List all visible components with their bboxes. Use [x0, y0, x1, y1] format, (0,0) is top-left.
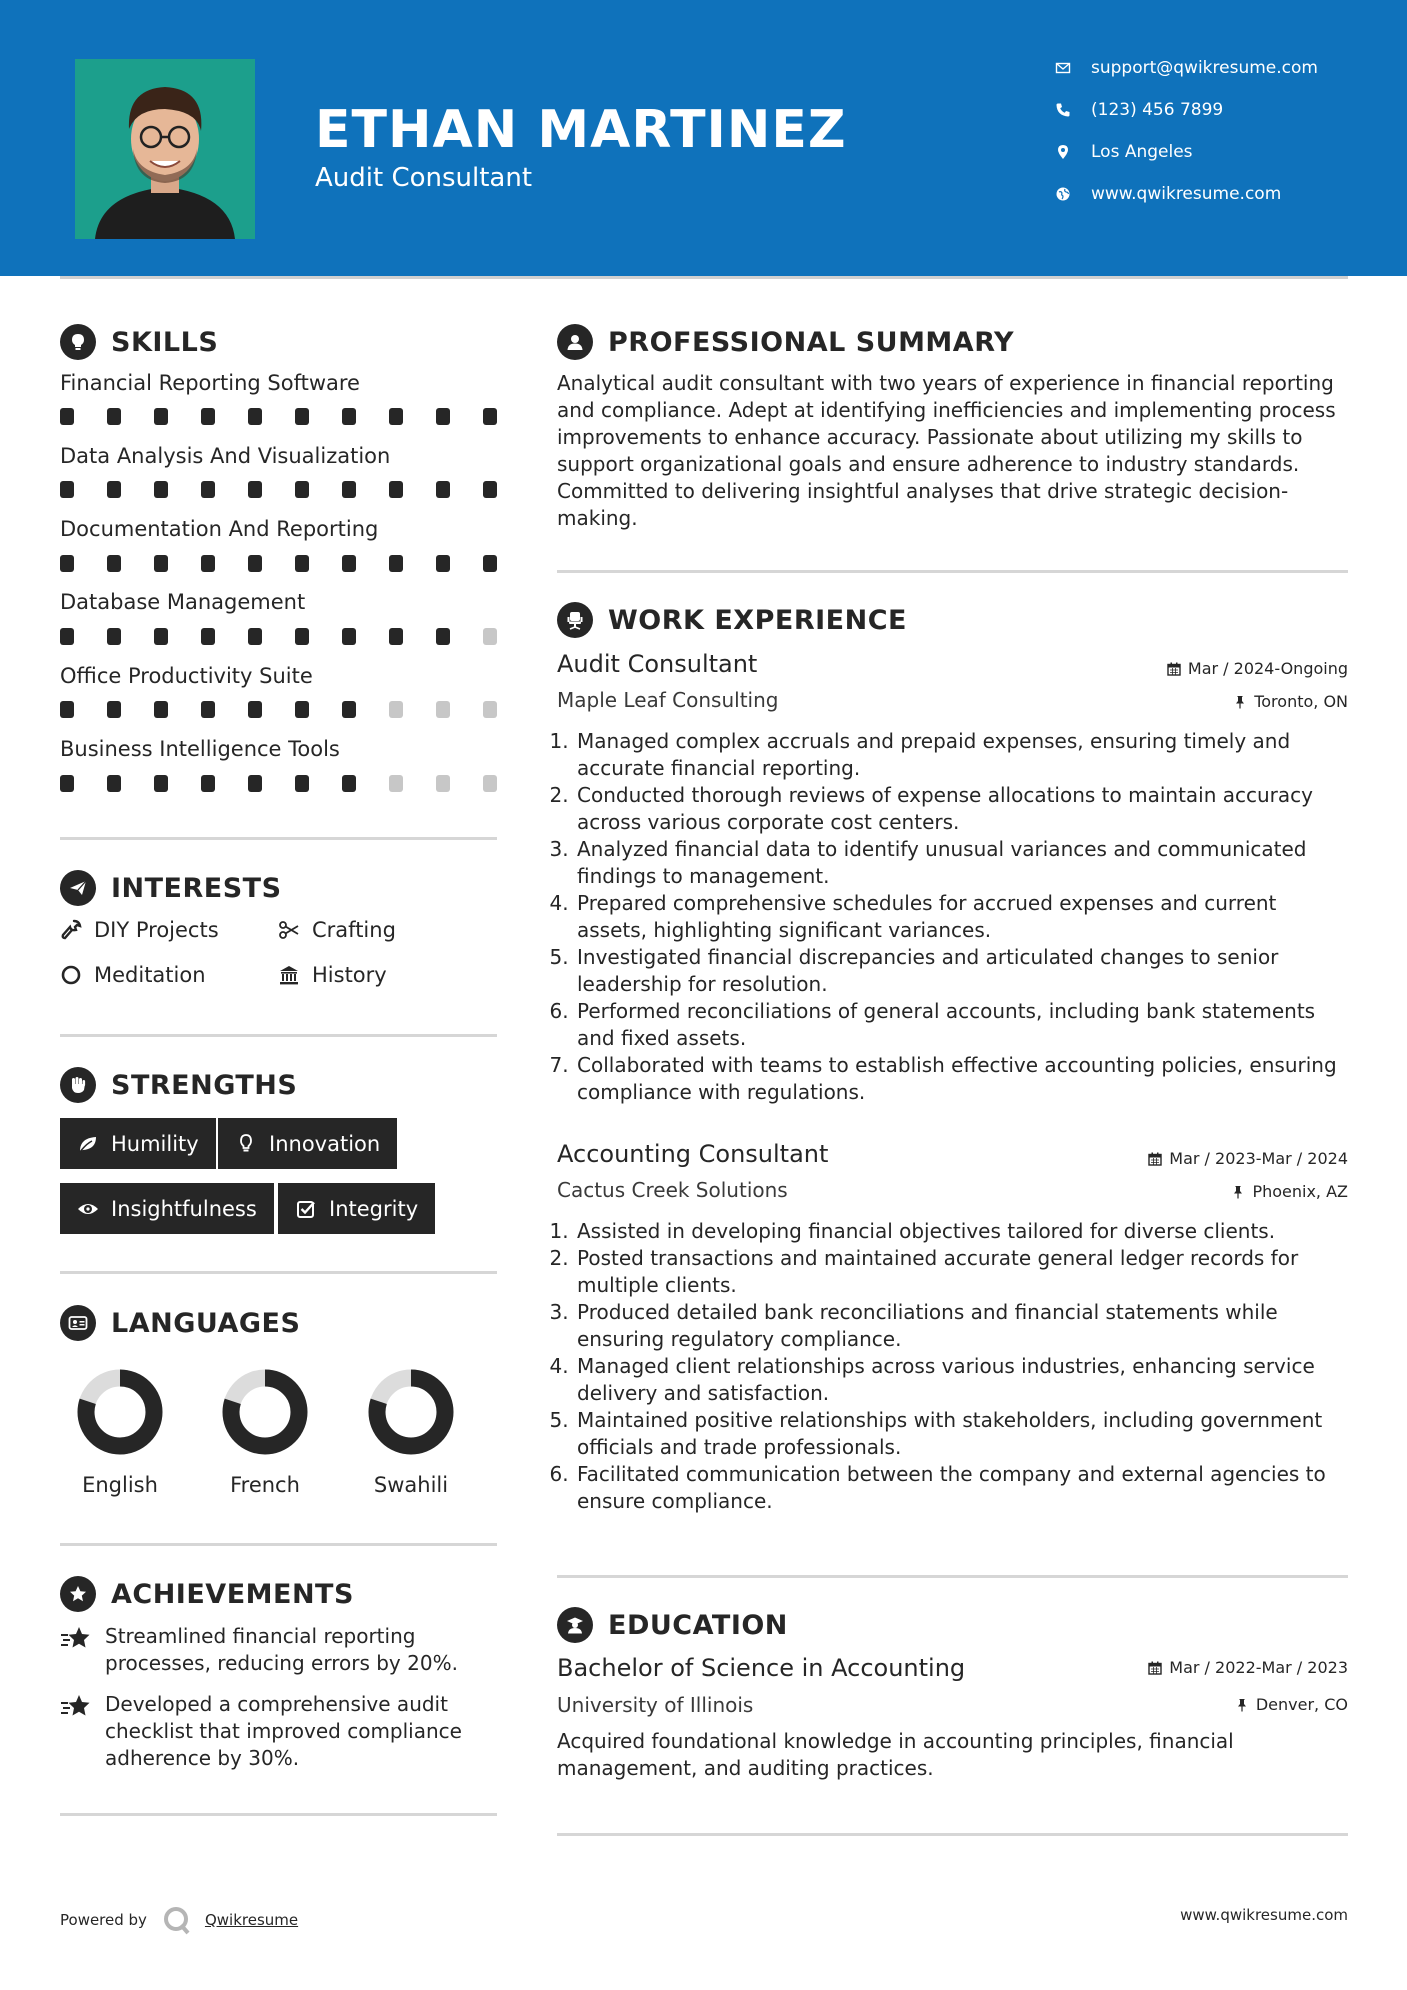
skill-dot-filled	[154, 628, 168, 645]
language-proficiency-donut	[221, 1368, 309, 1456]
contact-location-text: Los Angeles	[1091, 142, 1193, 162]
globe-icon	[1055, 186, 1071, 202]
skill-dot-filled	[436, 481, 450, 498]
skill-rating	[60, 408, 497, 425]
skill-dot-filled	[60, 628, 74, 645]
duty-item: 2. Conducted thorough reviews of expense allocations to maintain accuracy across various corporate cost centers.	[575, 782, 1352, 836]
experience-heading	[557, 602, 907, 638]
qwikresume-logo-icon	[161, 1904, 193, 1936]
skill-rating	[60, 701, 497, 718]
skill-dot-filled	[60, 481, 74, 498]
skill-dot-filled	[483, 408, 497, 425]
skill-dot-filled	[295, 481, 309, 498]
education-location-text: Denver, CO	[1255, 1695, 1348, 1714]
duty-item: 1. Assisted in developing financial objectives tailored for diverse clients.	[575, 1218, 1352, 1245]
education-description: Acquired foundational knowledge in accounting principles, financial management, and auditing practices.	[557, 1729, 1234, 1780]
interest-item	[60, 963, 206, 987]
skill-dot-empty	[483, 628, 497, 645]
strengths-title: STRENGTHS	[111, 1069, 298, 1101]
achievement-item	[60, 1691, 500, 1772]
skill-dot-filled	[248, 628, 262, 645]
interest-item	[60, 918, 219, 942]
skill-dot-filled	[389, 555, 403, 572]
skill-dot-filled	[295, 408, 309, 425]
languages-heading	[60, 1305, 300, 1341]
phone-icon	[1055, 102, 1071, 118]
skill-dot-empty	[436, 775, 450, 792]
duty-item: 1. Managed complex accruals and prepaid expenses, ensuring timely and accurate financial reporting.	[575, 728, 1352, 782]
skill-name: Financial Reporting Software	[60, 371, 360, 395]
skill-dot-filled	[248, 701, 262, 718]
job-title: Audit Consultant	[557, 650, 758, 678]
skill-dot-filled	[60, 701, 74, 718]
wrench-icon	[60, 919, 82, 941]
duty-item: 3. Analyzed financial data to identify unusual variances and communicated findings to management.	[575, 836, 1352, 890]
section-divider	[557, 1833, 1348, 1836]
duty-item: 7. Collaborated with teams to establish effective accounting policies, ensuring compliance with regulations.	[575, 1052, 1352, 1106]
skill-dot-filled	[248, 481, 262, 498]
fist-icon	[60, 1067, 96, 1103]
leaf-icon	[77, 1133, 99, 1155]
skill-dot-filled	[107, 775, 121, 792]
skill-dot-filled	[201, 408, 215, 425]
paper-plane-icon	[60, 870, 96, 906]
skill-dot-filled	[342, 775, 356, 792]
skill-rating	[60, 775, 497, 792]
skill-dot-filled	[389, 408, 403, 425]
achievement-text: Developed a comprehensive audit checklist that improved compliance adherence by 30%.	[105, 1692, 462, 1770]
skill-dot-filled	[60, 555, 74, 572]
contact-website-text: www.qwikresume.com	[1091, 184, 1282, 204]
skill-dot-filled	[154, 555, 168, 572]
skill-dot-filled	[201, 555, 215, 572]
job-duties-list	[557, 728, 1352, 1106]
company-name: Cactus Creek Solutions	[557, 1178, 788, 1202]
check-square-icon	[295, 1198, 317, 1220]
achievement-text: Streamlined financial reporting processes, reducing errors by 20%.	[105, 1624, 458, 1675]
strength-label: Insightfulness	[111, 1196, 257, 1221]
company-name: Maple Leaf Consulting	[557, 688, 779, 712]
skill-rating	[60, 481, 497, 498]
job-dates	[1167, 659, 1348, 678]
interest-item	[278, 918, 396, 942]
office-chair-icon	[557, 602, 593, 638]
job-location-text: Phoenix, AZ	[1252, 1182, 1348, 1201]
pushpin-icon	[1231, 1185, 1245, 1199]
brand-link[interactable]: Qwikresume	[204, 1911, 299, 1929]
id-card-icon	[60, 1305, 96, 1341]
skill-dot-filled	[483, 555, 497, 572]
skill-dot-filled	[107, 408, 121, 425]
achievements-title: ACHIEVEMENTS	[111, 1578, 354, 1610]
achievements-heading	[60, 1576, 354, 1612]
skill-dot-filled	[342, 628, 356, 645]
skill-rating	[60, 555, 497, 572]
contact-email[interactable]	[1055, 58, 1318, 78]
education-heading	[557, 1607, 788, 1643]
school-name: University of Illinois	[557, 1693, 754, 1717]
star-icon	[60, 1693, 92, 1721]
job-location	[1231, 1182, 1348, 1201]
skill-name: Business Intelligence Tools	[60, 737, 340, 761]
circle-icon	[60, 964, 82, 986]
skill-dot-filled	[248, 555, 262, 572]
candidate-title: Audit Consultant	[315, 163, 533, 193]
job-dates	[1148, 1149, 1348, 1168]
interest-label: DIY Projects	[94, 918, 219, 942]
skill-dot-filled	[295, 701, 309, 718]
bank-icon	[278, 964, 300, 986]
skill-dot-filled	[201, 775, 215, 792]
education-dates	[1148, 1658, 1348, 1677]
summary-title: PROFESSIONAL SUMMARY	[608, 326, 1015, 358]
duty-item: 2. Posted transactions and maintained accurate general ledger records for multiple clients.	[575, 1245, 1352, 1299]
job-location-text: Toronto, ON	[1254, 692, 1348, 711]
scissors-icon	[278, 919, 300, 941]
header-divider	[60, 276, 1348, 279]
contact-website[interactable]	[1055, 184, 1281, 204]
skill-name: Office Productivity Suite	[60, 664, 313, 688]
strength-tag	[278, 1183, 435, 1234]
contact-phone-text: (123) 456 7899	[1091, 100, 1224, 120]
lightbulb-icon	[235, 1133, 257, 1155]
skill-dot-filled	[295, 775, 309, 792]
user-icon	[557, 324, 593, 360]
strengths-heading	[60, 1067, 297, 1103]
star-badge-icon	[60, 1576, 96, 1612]
contact-email-text: support@qwikresume.com	[1091, 58, 1318, 78]
strength-label: Integrity	[329, 1196, 419, 1221]
skill-dot-filled	[107, 701, 121, 718]
calendar-icon	[1167, 662, 1181, 676]
job-duties-list	[557, 1218, 1352, 1515]
skill-dot-filled	[60, 775, 74, 792]
skill-dot-filled	[436, 628, 450, 645]
education-title: EDUCATION	[608, 1609, 788, 1641]
profile-photo	[75, 59, 255, 239]
job-dates-text: Mar / 2023-Mar / 2024	[1169, 1149, 1348, 1168]
skill-dot-filled	[60, 408, 74, 425]
skill-dot-filled	[107, 555, 121, 572]
skill-dot-filled	[248, 775, 262, 792]
map-pin-icon	[1055, 144, 1071, 160]
skill-dot-filled	[342, 481, 356, 498]
calendar-icon	[1148, 1152, 1162, 1166]
education-location	[1235, 1695, 1348, 1714]
skill-dot-filled	[154, 408, 168, 425]
skill-dot-filled	[483, 481, 497, 498]
envelope-icon	[1055, 60, 1071, 76]
duty-item: 3. Produced detailed bank reconciliations and financial statements while ensuring regulatory compliance.	[575, 1299, 1352, 1353]
section-divider	[557, 1575, 1348, 1578]
skill-dot-filled	[342, 408, 356, 425]
strength-label: Humility	[111, 1131, 199, 1156]
skill-dot-filled	[201, 481, 215, 498]
skill-name: Data Analysis And Visualization	[60, 444, 391, 468]
skill-dot-empty	[389, 701, 403, 718]
skill-dot-filled	[436, 555, 450, 572]
pushpin-icon	[1235, 1698, 1249, 1712]
job-dates-text: Mar / 2024-Ongoing	[1187, 659, 1348, 678]
skill-dot-filled	[107, 481, 121, 498]
interests-title: INTERESTS	[111, 872, 282, 904]
section-divider	[60, 1543, 497, 1546]
skill-rating	[60, 628, 497, 645]
education-dates-text: Mar / 2022-Mar / 2023	[1169, 1658, 1348, 1677]
skill-dot-empty	[483, 701, 497, 718]
graduate-icon	[557, 1607, 593, 1643]
contact-phone[interactable]	[1055, 100, 1223, 120]
language-proficiency-donut	[367, 1368, 455, 1456]
strength-tag	[60, 1118, 216, 1169]
skill-dot-empty	[389, 775, 403, 792]
section-divider	[60, 1034, 497, 1037]
duty-item: 5. Maintained positive relationships with stakeholders, including government officials and trade professionals.	[575, 1407, 1352, 1461]
star-icon	[60, 1625, 92, 1653]
powered-by-text: Powered by	[60, 1911, 147, 1929]
job-location	[1233, 692, 1348, 711]
section-divider	[557, 570, 1348, 573]
eye-icon	[77, 1198, 99, 1220]
language-name: English	[82, 1473, 158, 1497]
resume-header	[0, 0, 1407, 276]
strength-label: Innovation	[269, 1131, 381, 1156]
summary-heading	[557, 324, 1014, 360]
duty-item: 4. Managed client relationships across various industries, enhancing service delivery and satisfaction.	[575, 1353, 1352, 1407]
duty-item: 4. Prepared comprehensive schedules for accrued expenses and current assets, highlighting significant variances.	[575, 890, 1352, 944]
section-divider	[60, 837, 497, 840]
duty-item: 5. Investigated financial discrepancies and articulated changes to senior leadership for resolution.	[575, 944, 1352, 998]
calendar-icon	[1148, 1661, 1162, 1675]
skill-dot-filled	[154, 775, 168, 792]
language-name: Swahili	[373, 1473, 449, 1497]
duty-item: 6. Performed reconciliations of general accounts, including bank statements and fixed assets.	[575, 998, 1352, 1052]
language-proficiency-donut	[76, 1368, 164, 1456]
experience-title: WORK EXPERIENCE	[608, 604, 907, 636]
language-name: French	[230, 1473, 300, 1497]
skill-dot-filled	[295, 628, 309, 645]
skill-dot-filled	[389, 481, 403, 498]
interest-item	[278, 963, 387, 987]
pushpin-icon	[1233, 695, 1247, 709]
duty-item: 6. Facilitated communication between the company and external agencies to ensure compliance.	[575, 1461, 1352, 1515]
skills-heading	[60, 324, 218, 360]
interests-heading	[60, 870, 282, 906]
section-divider	[60, 1271, 497, 1274]
interest-label: History	[312, 963, 387, 987]
strength-tag	[60, 1183, 274, 1234]
skill-dot-filled	[201, 628, 215, 645]
skill-dot-filled	[389, 628, 403, 645]
skill-dot-filled	[436, 408, 450, 425]
footer-url-link[interactable]: www.qwikresume.com	[1180, 1906, 1348, 1924]
skill-dot-filled	[154, 481, 168, 498]
strength-tag	[218, 1118, 397, 1169]
skill-dot-filled	[248, 408, 262, 425]
skill-name: Database Management	[60, 590, 306, 614]
candidate-name: ETHAN MARTINEZ	[315, 100, 847, 160]
skill-dot-filled	[342, 555, 356, 572]
degree-title: Bachelor of Science in Accounting	[557, 1654, 966, 1682]
skill-dot-filled	[295, 555, 309, 572]
languages-title: LANGUAGES	[111, 1307, 301, 1339]
skill-dot-filled	[154, 701, 168, 718]
skill-dot-filled	[107, 628, 121, 645]
skill-dot-empty	[483, 775, 497, 792]
summary-text: Analytical audit consultant with two years of experience in financial reporting and compliance. Adept at identifying inefficiencies and implementing process improvements to enhance accuracy. Passionate about utilizing my skills to support organizational goals and ensure adherence to industry standards. Committed to delivering insightful analyses that drive strategic decision-making.	[557, 371, 1336, 530]
lightbulb-icon	[60, 324, 96, 360]
interest-label: Crafting	[312, 918, 396, 942]
footer-powered-by	[60, 1904, 298, 1936]
section-divider	[60, 1813, 497, 1816]
skill-dot-filled	[201, 701, 215, 718]
skill-dot-empty	[436, 701, 450, 718]
skill-name: Documentation And Reporting	[60, 517, 379, 541]
skills-title: SKILLS	[111, 326, 219, 358]
contact-location	[1055, 142, 1193, 162]
job-title: Accounting Consultant	[557, 1140, 829, 1168]
interest-label: Meditation	[94, 963, 206, 987]
achievement-item	[60, 1623, 500, 1677]
skill-dot-filled	[342, 701, 356, 718]
